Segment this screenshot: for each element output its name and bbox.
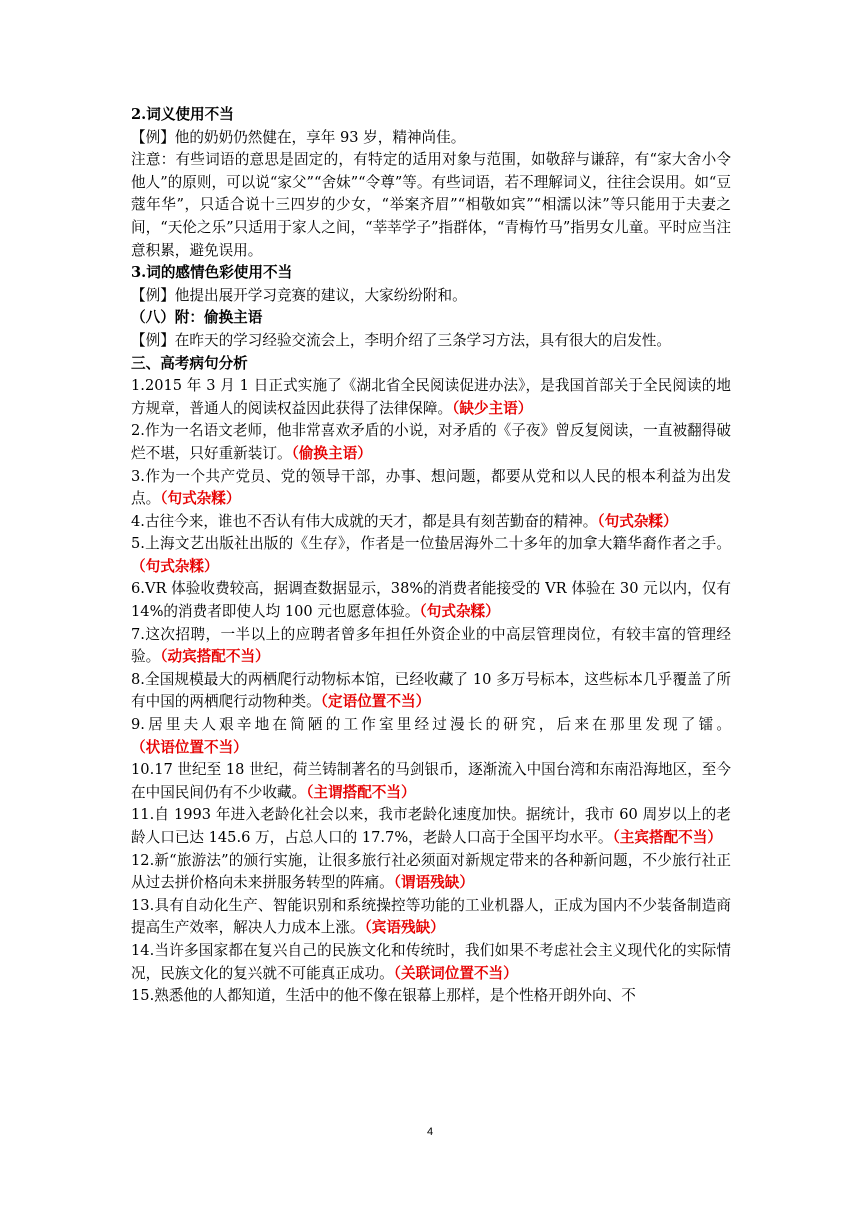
item-text: 这次招聘，一半以上的应聘者曾多年担任外资企业的中高层管理岗位，有较丰富的管理经验。 bbox=[131, 625, 731, 666]
list-item bbox=[131, 759, 731, 804]
item-text: 作为一个共产党员、党的领导干部，办事、想问题，都要从党和以人民的根本利益为出发点。 bbox=[131, 467, 731, 508]
note-paragraph: 注意：有些词语的意思是固定的，有特定的适用对象与范围，如敬辞与谦辞，有“家大舍小令他人”的原则，可以说“家父”“舍妹”“令尊”等。有些词语，若不理解词义，往往会误用。如“豆蔻年华”，只适合说十三四岁的少女，“举案齐眉”“相敬如宾”“相濡以沫”等只能用于夫妻之间，“天伦之乐”只适用于家人之间，“莘莘学子”指群体，“青梅竹马”指男女儿童。平时应当注意积累，避免误用。 bbox=[131, 151, 731, 259]
error-tag: （主谓搭配不当） bbox=[306, 783, 416, 801]
item-number: 14. bbox=[131, 941, 155, 959]
item-number: 3. bbox=[131, 467, 145, 485]
error-tag: （句式杂糅） bbox=[597, 512, 678, 530]
list-item bbox=[131, 511, 731, 534]
item-number: 10. bbox=[131, 761, 155, 779]
item-text: 熟悉他的人都知道，生活中的他不像在银幕上那样，是个性格开朗外向、不 bbox=[154, 987, 636, 1005]
list-item bbox=[131, 420, 731, 465]
list-item bbox=[131, 804, 731, 849]
example-paragraph: 【例】他的奶奶仍然健在，享年 93 岁，精神尚佳。 bbox=[131, 128, 466, 146]
item-text: 17 世纪至 18 世纪，荷兰铸制著名的马剑银币，逐渐流入中国台湾和东南沿海地区，至今在中国民间仍有不少收藏。 bbox=[131, 761, 731, 801]
heading-exam-analysis: 三、高考病句分析 bbox=[131, 354, 248, 372]
list-item bbox=[131, 466, 731, 511]
error-tag: （谓语残缺） bbox=[393, 874, 474, 892]
list-item bbox=[131, 624, 731, 669]
heading-word-misuse: 2.词义使用不当 bbox=[131, 106, 234, 123]
item-number: 8. bbox=[131, 670, 145, 688]
item-text: VR 体验收费较高，据调查数据显示，38%的消费者能接受的 VR 体验在 30 元以内，仅有 14%的消费者即使人均 100 元也愿意体验。 bbox=[131, 580, 731, 621]
list-item bbox=[131, 578, 731, 623]
page-content bbox=[131, 104, 731, 1008]
item-text: 居里夫人艰辛地在简陋的工作室里经过漫长的研究，后来在那里发现了镭。 bbox=[144, 716, 731, 734]
example-paragraph: 【例】在昨天的学习经验交流会上，李明介绍了三条学习方法，具有很大的启发性。 bbox=[131, 331, 671, 349]
item-number: 7. bbox=[131, 625, 145, 643]
error-tag: （句式杂糅） bbox=[419, 603, 500, 621]
item-text: 古往今来，谁也不否认有伟大成就的天才，都是具有刻苦勤奋的精神。 bbox=[144, 512, 598, 530]
list-item bbox=[131, 850, 731, 895]
error-tag: （句式杂糅） bbox=[160, 490, 241, 508]
list-item bbox=[131, 714, 731, 759]
error-tag: （状语位置不当） bbox=[131, 738, 248, 756]
item-number: 2. bbox=[131, 422, 145, 440]
list-item bbox=[131, 895, 731, 940]
item-number: 1. bbox=[131, 377, 145, 395]
item-text: 全国规模最大的两栖爬行动物标本馆，已经收藏了 10 多万号标本，这些标本几乎覆盖了所有中国的两栖爬行动物种类。 bbox=[131, 670, 731, 711]
item-text: 2015 年 3 月 1 日正式实施了《湖北省全民阅读促进办法》，是我国首部关于全民阅读的地方规章，普通人的阅读权益因此获得了法律保障。 bbox=[131, 377, 731, 417]
item-number: 11. bbox=[131, 806, 155, 824]
item-number: 13. bbox=[131, 896, 155, 914]
list-item bbox=[131, 375, 731, 420]
item-text: 当许多国家都在复兴自己的民族文化和传统时，我们如果不考虑社会主义现代化的实际情况，民族文化的复兴就不可能真正成功。 bbox=[131, 941, 731, 982]
error-tag: （句式杂糅） bbox=[131, 557, 219, 575]
error-tag: （定语位置不当） bbox=[320, 693, 431, 711]
item-number: 5. bbox=[131, 535, 145, 553]
error-tag: （关联词位置不当） bbox=[393, 964, 518, 982]
list-item bbox=[131, 533, 731, 578]
list-item bbox=[131, 985, 731, 1008]
error-tag: （缺少主语） bbox=[452, 399, 533, 417]
list-item bbox=[131, 669, 731, 714]
error-tag: （偷换主语） bbox=[291, 444, 372, 462]
error-tag: （宾语残缺） bbox=[364, 919, 445, 937]
item-text: 自 1993 年进入老龄化社会以来，我市老龄化速度加快。据统计，我市 60 周岁以上的老龄人口已达 145.6 万，占总人口的 17.7%，老龄人口高于全国平均水平。 bbox=[131, 806, 731, 846]
item-number: 9. bbox=[131, 716, 145, 734]
item-number: 15. bbox=[131, 987, 155, 1005]
item-text: 具有自动化生产、智能识别和系统操控等功能的工业机器人，正成为国内不少装备制造商提高生产效率，解决人力成本上涨。 bbox=[131, 896, 731, 937]
item-text: 新“旅游法”的颁行实施，让很多旅行社必须面对新规定带来的各种新问题，不少旅行社正从过去拼价格向未来拼服务转型的阵痛。 bbox=[131, 851, 731, 892]
item-number: 6. bbox=[131, 580, 145, 598]
heading-emotional-color: 3.词的感情色彩使用不当 bbox=[131, 264, 293, 282]
item-text: 上海文艺出版社出版的《生存》，作者是一位蛰居海外二十多年的加拿大籍华裔作者之手。 bbox=[144, 535, 731, 553]
example-paragraph: 【例】他提出展开学习竞赛的建议，大家纷纷附和。 bbox=[131, 286, 467, 304]
item-number: 4. bbox=[131, 512, 145, 530]
item-text: 作为一名语文老师，他非常喜欢矛盾的小说，对矛盾的《子夜》曾反复阅读，一直被翻得破烂不堪，只好重新装订。 bbox=[131, 422, 731, 462]
page-number: 4 bbox=[426, 1126, 434, 1138]
heading-subject-swap: （八）附：偷换主语 bbox=[131, 309, 263, 327]
list-item bbox=[131, 940, 731, 985]
error-tag: （动宾搭配不当） bbox=[160, 648, 270, 666]
error-tag: （主宾搭配不当） bbox=[612, 829, 722, 846]
item-number: 12. bbox=[131, 851, 155, 869]
